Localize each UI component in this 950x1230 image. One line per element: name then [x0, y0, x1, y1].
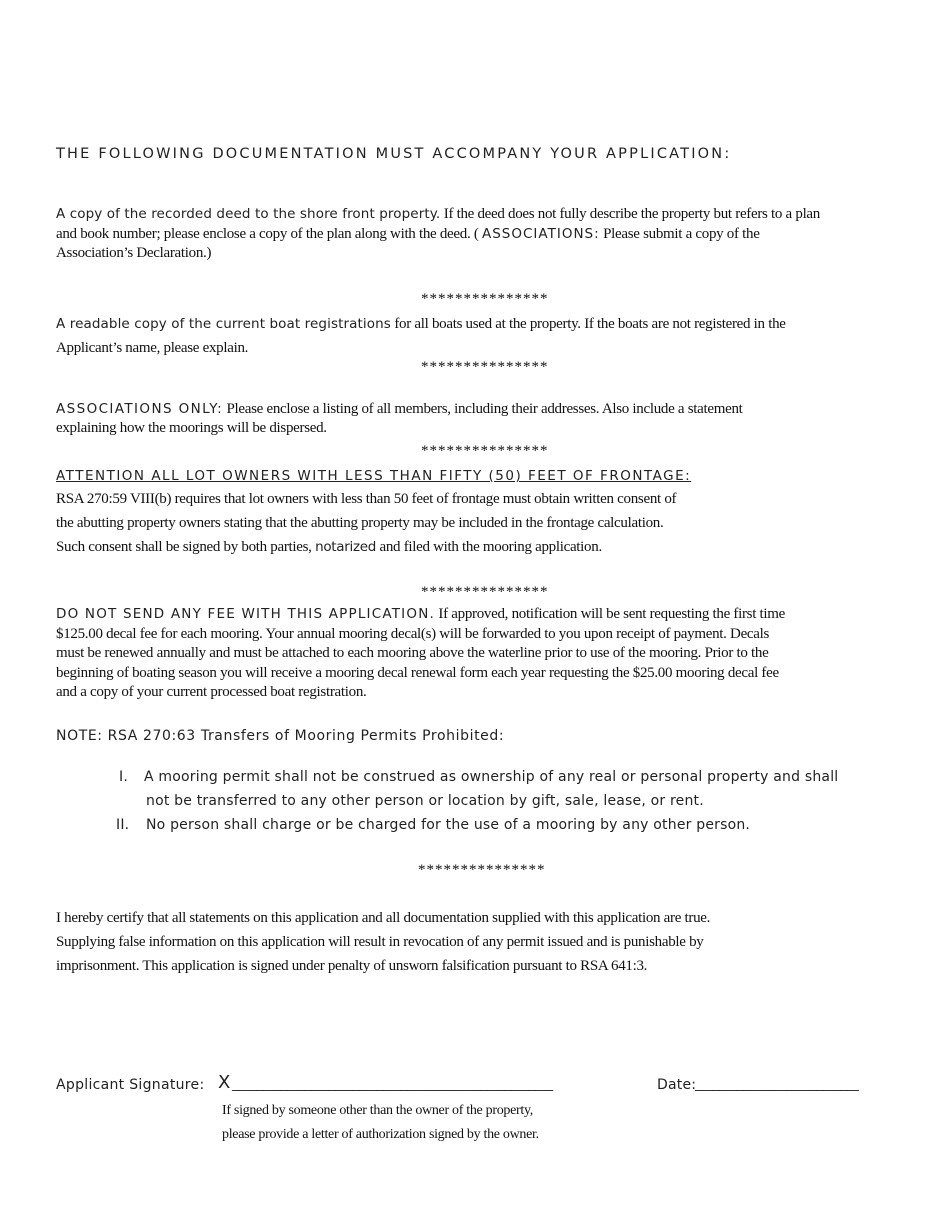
- frontage-line3: [56, 539, 602, 556]
- associations-paragraph-line1: [56, 401, 743, 418]
- frontage-text: Such consent shall be signed by both parties,: [56, 539, 316, 555]
- note-item-1-num: I.: [119, 769, 128, 785]
- deed-paragraph-line3: Association’s Declaration.): [56, 245, 212, 261]
- fee-paragraph-line5: and a copy of your current processed boat registration.: [56, 684, 367, 700]
- note-item-1-line2: not be transferred to any other person or location by gift, sale, lease, or rent.: [146, 793, 704, 809]
- deed-text: Please submit a copy of the: [599, 226, 760, 242]
- certify-line1: I hereby certify that all statements on this application and all documentation supplied with this application are true.: [56, 910, 711, 926]
- frontage-text: and filed with the mooring application.: [376, 539, 602, 555]
- boats-text: for all boats used at the property. If the boats are not registered in the: [390, 316, 786, 332]
- associations-text: Please enclose a listing of all members, including their addresses. Also include a statement: [223, 401, 743, 417]
- separator: ***************: [421, 359, 549, 375]
- note-item-2-num: II.: [116, 817, 130, 833]
- associations-label: ASSOCIATIONS:: [482, 226, 600, 242]
- page-title: THE FOLLOWING DOCUMENTATION MUST ACCOMPANY YOUR APPLICATION:: [56, 146, 732, 162]
- associations-paragraph-line2: explaining how the moorings will be dispersed.: [56, 420, 327, 436]
- notarized-word: notarized: [315, 539, 377, 555]
- separator: ***************: [421, 291, 549, 307]
- certify-line3: imprisonment. This application is signed under penalty of unsworn falsification pursuant to RSA 641:3.: [56, 958, 648, 974]
- deed-lead: A copy of the recorded deed to the shore front property.: [56, 206, 441, 222]
- note-item-1-line1: A mooring permit shall not be construed as ownership of any real or personal property and shall: [144, 769, 839, 785]
- frontage-heading: ATTENTION ALL LOT OWNERS WITH LESS THAN FIFTY (50) FEET OF FRONTAGE:: [56, 468, 692, 484]
- frontage-line1: RSA 270:59 VIII(b) requires that lot owners with less than 50 feet of frontage must obtain written consent of: [56, 491, 677, 507]
- certify-line2: Supplying false information on this application will result in revocation of any permit issued and is punishable by: [56, 934, 704, 950]
- separator: ***************: [421, 584, 549, 600]
- signature-field[interactable]: _____________________________________________________: [232, 1077, 553, 1092]
- fee-paragraph-line3: must be renewed annually and must be attached to each mooring above the waterline prior to use of the mooring. Prior to the: [56, 645, 769, 661]
- signature-note-line1: If signed by someone other than the owner of the property,: [222, 1103, 533, 1118]
- separator: ***************: [418, 862, 546, 878]
- signature-label: Applicant Signature:: [56, 1077, 205, 1093]
- deed-paragraph-line1: [56, 206, 820, 223]
- separator: ***************: [421, 443, 549, 459]
- date-label: Date:: [657, 1077, 697, 1093]
- fee-paragraph-line2: $125.00 decal fee for each mooring. Your annual mooring decal(s) will be forwarded to you upon receipt of payment. Decals: [56, 626, 770, 642]
- fee-text: If approved, notification will be sent requesting the first time: [434, 606, 785, 622]
- deed-text: If the deed does not fully describe the property but refers to a plan: [440, 206, 820, 222]
- frontage-line2: the abutting property owners stating that the abutting property may be included in the frontage calculation.: [56, 515, 664, 531]
- note-item-2-line1: No person shall charge or be charged for the use of a mooring by any other person.: [146, 817, 751, 833]
- fee-lead: DO NOT SEND ANY FEE WITH THIS APPLICATION.: [56, 606, 435, 622]
- note-title: NOTE: RSA 270:63 Transfers of Mooring Permits Prohibited:: [56, 728, 505, 744]
- date-field[interactable]: ___________________________: [695, 1077, 859, 1092]
- deed-paragraph-line2: [56, 226, 760, 243]
- signature-x-mark: X: [218, 1072, 231, 1093]
- signature-note-line2: please provide a letter of authorization signed by the owner.: [222, 1127, 539, 1142]
- boats-lead: A readable copy of the current boat registrations: [56, 316, 391, 332]
- deed-text: and book number; please enclose a copy of the plan along with the deed. (: [56, 226, 482, 242]
- boats-paragraph-line2: Applicant’s name, please explain.: [56, 340, 249, 356]
- fee-paragraph-line4: beginning of boating season you will receive a mooring decal renewal form each year requesting the $25.00 mooring decal fee: [56, 665, 779, 681]
- boats-paragraph-line1: [56, 316, 786, 333]
- associations-only-lead: ASSOCIATIONS ONLY:: [56, 401, 224, 417]
- fee-paragraph-line1: [56, 606, 785, 623]
